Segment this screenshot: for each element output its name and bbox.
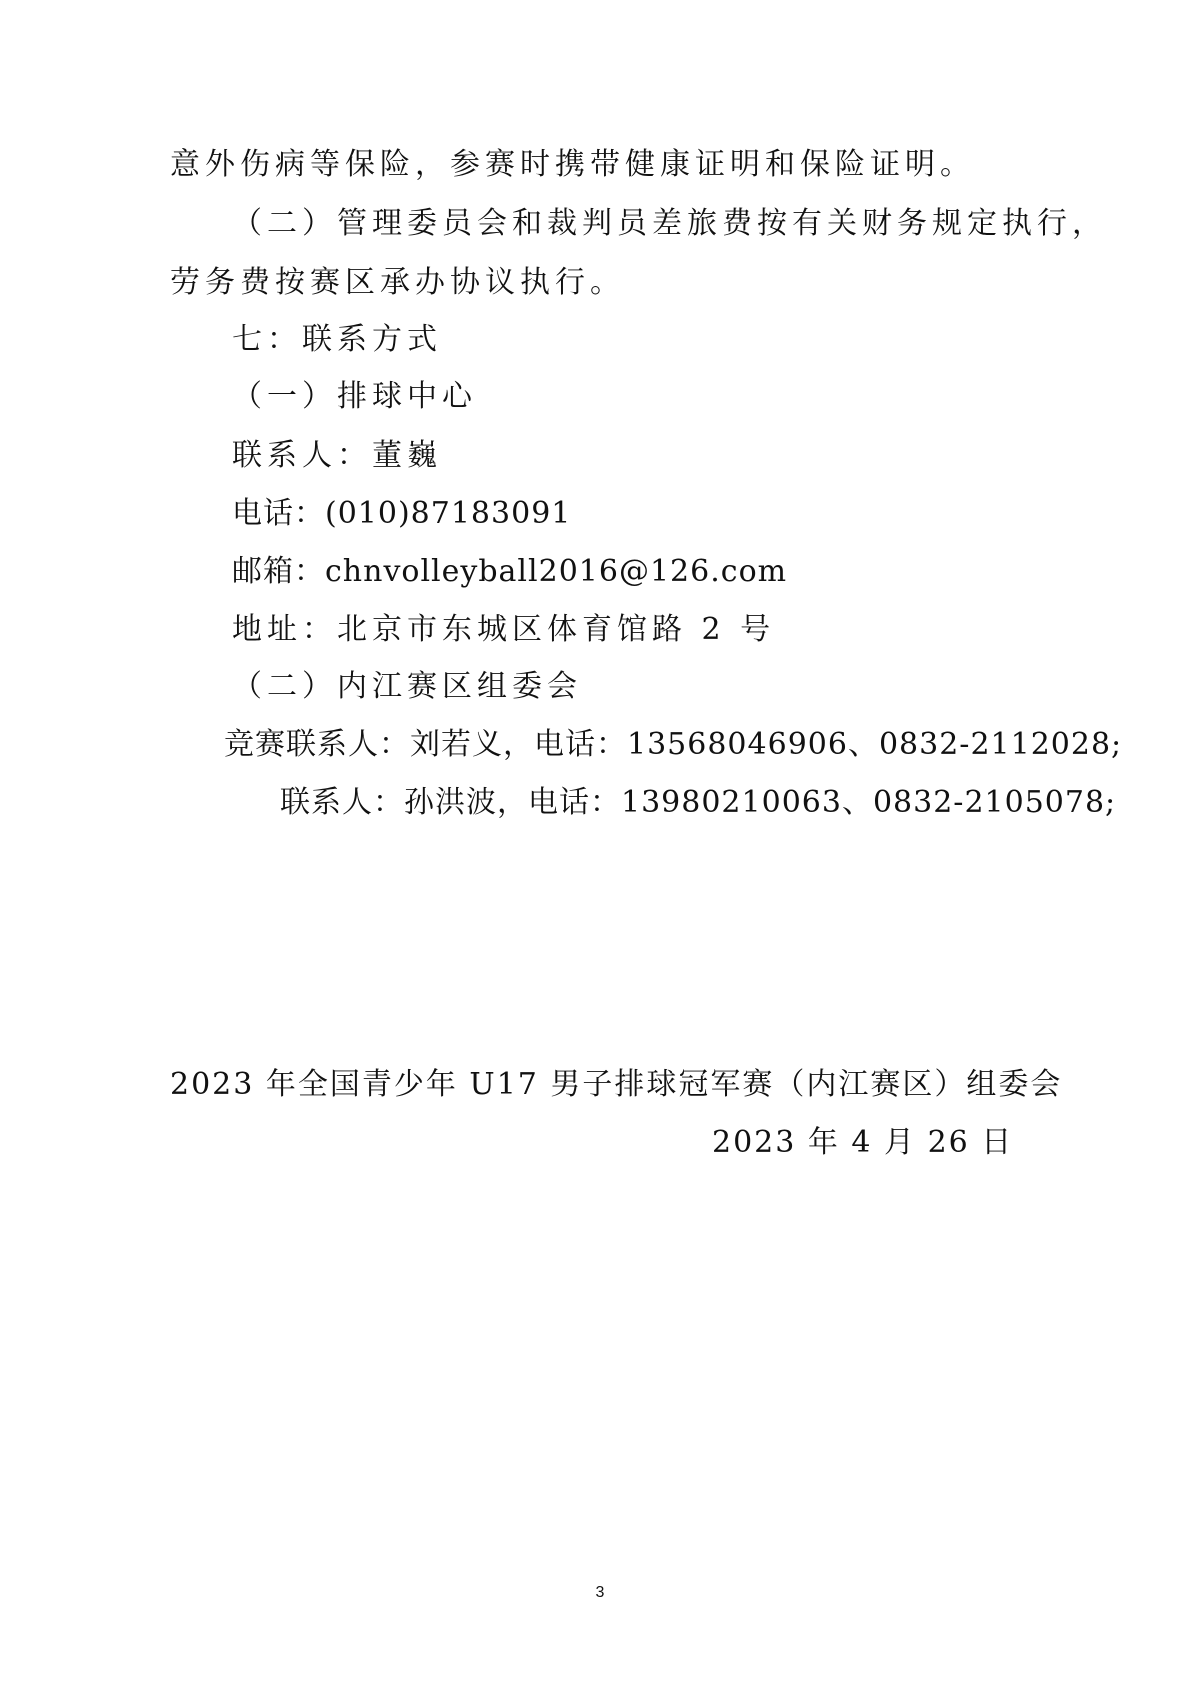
paragraph-travel-expenses: （二）管理委员会和裁判员差旅费按有关财务规定执行， xyxy=(232,206,1107,241)
contact-phone: 电话：(010)87183091 xyxy=(232,496,572,531)
contact-email: 邮箱：chnvolleyball2016@126.com xyxy=(232,554,788,589)
contact-person: 联系人：董巍 xyxy=(232,438,442,473)
competition-contact: 竞赛联系人：刘若义，电话：13568046906、0832-2112028; xyxy=(224,727,1123,762)
paragraph-continuation: 意外伤病等保险，参赛时携带健康证明和保险证明。 xyxy=(170,147,975,182)
signature-date: 2023 年 4 月 26 日 xyxy=(712,1125,1014,1160)
subsection-volleyball-center: （一）排球中心 xyxy=(232,379,477,414)
secondary-contact: 联系人：孙洪波，电话：13980210063、0832-2105078; xyxy=(280,785,1117,820)
section-heading-contact: 七：联系方式 xyxy=(232,322,442,357)
page-number: 3 xyxy=(595,1584,605,1601)
paragraph-labor-fees: 劳务费按赛区承办协议执行。 xyxy=(170,265,625,300)
subsection-neijiang-committee: （二）内江赛区组委会 xyxy=(232,669,582,704)
organizer-signature: 2023 年全国青少年 U17 男子排球冠军赛（内江赛区）组委会 xyxy=(170,1067,1063,1102)
contact-address: 地址：北京市东城区体育馆路 2 号 xyxy=(232,612,776,647)
